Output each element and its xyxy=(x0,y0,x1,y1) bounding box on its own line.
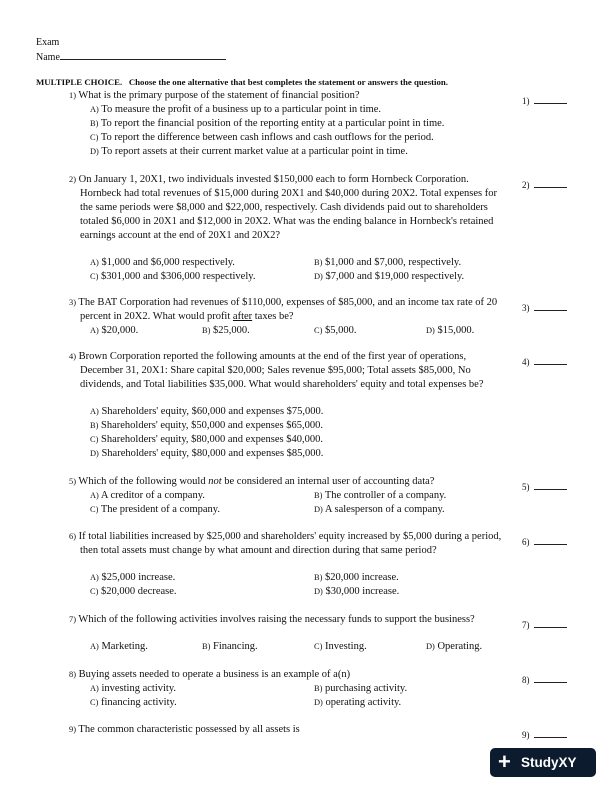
q8-option-d[interactable]: D) operating activity. xyxy=(314,697,402,708)
q5-option-b[interactable]: B) The controller of a company. xyxy=(314,490,447,501)
question-3-stem: 3) The BAT Corporation had revenues of $110,000, expenses of $85,000, and an income tax rate of 20 percent in 20X2. What would profit after taxes be? xyxy=(69,297,498,322)
q4-option-b[interactable]: B) Shareholders' equity, $50,000 and expenses $65,000. xyxy=(90,420,323,431)
question-number: 3) xyxy=(69,298,76,307)
question-number: 7) xyxy=(69,615,76,624)
answer-blank-9[interactable]: 9) xyxy=(522,725,567,743)
q6-option-d[interactable]: D) $30,000 increase. xyxy=(314,586,400,597)
question-text: On January 1, 20X1, two individuals invested $150,000 each to form Hornbeck Corporation. Hornbeck had total revenues of $15,000 during 20X1 and $40,000 during 20X2. Total expenses for the same periods were $8,000 and $22,000, respectively. Cash dividends paid out to shareholders totaled $6,000 in 20X1 and $12,000 in 20X2. What was the ending balance in Hornbeck's retained earnings account at the end of 20X1 and 20X2? xyxy=(78,174,497,241)
instructions-text: Choose the one alternative that best completes the statement or answers the question. xyxy=(128,77,448,87)
question-text: Which of the following activities involves raising the necessary funds to support the business? xyxy=(78,614,475,625)
q7-option-c[interactable]: C) Investing. xyxy=(314,641,367,652)
q3-option-d[interactable]: D) $15,000. xyxy=(426,325,475,336)
q1-option-a[interactable]: A) To measure the profit of a business up to a particular point in time. xyxy=(90,104,382,115)
question-text: Buying assets needed to operate a business is an example of a(n) xyxy=(78,669,351,680)
q8-option-c[interactable]: C) financing activity. xyxy=(90,697,177,708)
question-number: 5) xyxy=(69,477,76,486)
studyxy-badge[interactable] xyxy=(490,748,596,777)
q8-option-b[interactable]: B) purchasing activity. xyxy=(314,683,408,694)
q1-option-b[interactable]: B) To report the financial position of the reporting entity at a particular point in time. xyxy=(90,118,445,129)
question-text: Brown Corporation reported the following amounts at the end of the first year of operations, December 31, 20X1: Share capital $20,000; Sales revenue $95,000; Total assets $85,000, No dividends, and Total liabilities $35,000. What would shareholders' equity and total expenses be? xyxy=(78,351,484,390)
q3-option-b[interactable]: B) $25,000. xyxy=(202,325,250,336)
question-text: What is the primary purpose of the statement of financial position? xyxy=(78,90,360,101)
q2-option-a[interactable]: A) $1,000 and $6,000 respectively. xyxy=(90,257,235,268)
emphasis-not: not xyxy=(208,476,222,487)
q1-option-d[interactable]: D) To report assets at their current market value at a particular point in time. xyxy=(90,146,408,157)
answer-blank-3[interactable]: 3) xyxy=(522,298,567,316)
answer-blank-8[interactable]: 8) xyxy=(522,670,567,688)
answer-blank-7[interactable]: 7) xyxy=(522,615,567,633)
q7-option-a[interactable]: A) Marketing. xyxy=(90,641,148,652)
question-9-stem xyxy=(69,723,509,737)
q4-option-c[interactable]: C) Shareholders' equity, $80,000 and expenses $40,000. xyxy=(90,434,323,445)
q5-option-a[interactable]: A) A creditor of a company. xyxy=(90,490,205,501)
q1-option-c[interactable]: C) To report the difference between cash inflows and cash outflows for the period. xyxy=(90,132,434,143)
question-number: 2) xyxy=(69,175,76,184)
answer-blank-6[interactable]: 6) xyxy=(522,532,567,550)
q4-option-a[interactable]: A) Shareholders' equity, $60,000 and expenses $75,000. xyxy=(90,406,324,417)
answer-blank-4[interactable]: 4) xyxy=(522,352,567,370)
q2-option-c[interactable]: C) $301,000 and $306,000 respectively. xyxy=(90,271,256,282)
q2-option-d[interactable]: D) $7,000 and $19,000 respectively. xyxy=(314,271,465,282)
q7-option-d[interactable]: D) Operating. xyxy=(426,641,483,652)
question-number: 6) xyxy=(69,532,76,541)
q4-option-d[interactable]: D) Shareholders' equity, $80,000 and expenses $85,000. xyxy=(90,448,324,459)
name-line[interactable] xyxy=(36,50,226,63)
exam-label: Exam xyxy=(36,37,60,48)
studyxy-label: StudyXY xyxy=(521,755,577,770)
question-4-stem xyxy=(69,350,509,392)
q3-option-a[interactable]: A) $20,000. xyxy=(90,325,139,336)
question-7-stem xyxy=(69,613,509,627)
question-number: 1) xyxy=(69,91,76,100)
plus-icon: + xyxy=(498,749,511,774)
q6-option-a[interactable]: A) $25,000 increase. xyxy=(90,572,176,583)
q8-option-a[interactable]: A) investing activity. xyxy=(90,683,177,694)
q3-option-c[interactable]: C) $5,000. xyxy=(314,325,357,336)
q6-option-b[interactable]: B) $20,000 increase. xyxy=(314,572,399,583)
q6-option-c[interactable]: C) $20,000 decrease. xyxy=(90,586,177,597)
question-6-stem xyxy=(69,530,509,558)
question-8-stem xyxy=(69,668,509,682)
question-number: 4) xyxy=(69,352,76,361)
question-number: 9) xyxy=(69,725,76,734)
question-number: 8) xyxy=(69,670,76,679)
emphasis-after: after xyxy=(232,310,253,322)
answer-blank-5[interactable]: 5) xyxy=(522,477,567,495)
question-5-stem: 5) Which of the following would not be considered an internal user of accounting data? xyxy=(69,476,435,487)
name-label: Name xyxy=(36,52,60,63)
name-field[interactable] xyxy=(60,50,226,60)
q7-option-b[interactable]: B) Financing. xyxy=(202,641,258,652)
answer-blank-1[interactable]: 1) xyxy=(522,91,567,109)
q5-option-c[interactable]: C) The president of a company. xyxy=(90,504,220,515)
question-1-stem xyxy=(69,89,509,103)
question-2-stem xyxy=(69,173,509,243)
q2-option-b[interactable]: B) $1,000 and $7,000, respectively. xyxy=(314,257,462,268)
answer-blank-2[interactable]: 2) xyxy=(522,175,567,193)
instructions xyxy=(36,77,448,87)
question-text: If total liabilities increased by $25,000 and shareholders' equity increased by $5,000 during a period, then total assets must change by what amount and direction during that same period? xyxy=(78,531,502,556)
instructions-title: MULTIPLE CHOICE. xyxy=(36,77,123,87)
question-text: The common characteristic possessed by all assets is xyxy=(78,724,300,735)
q5-option-d[interactable]: D) A salesperson of a company. xyxy=(314,504,445,515)
